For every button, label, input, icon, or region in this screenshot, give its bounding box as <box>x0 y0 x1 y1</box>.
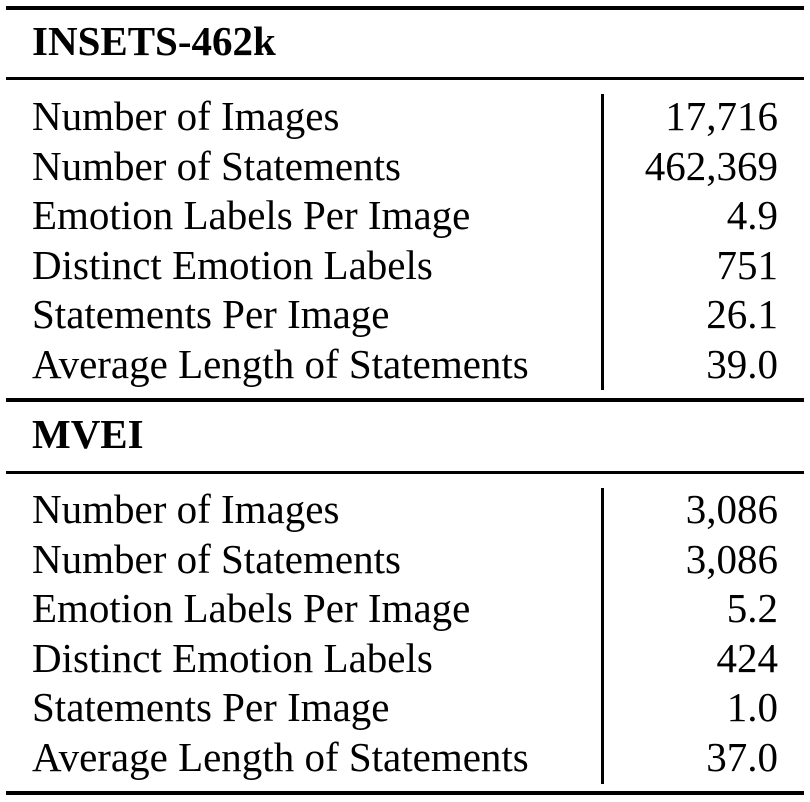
row-value: 39.0 <box>706 340 778 387</box>
row-label: Distinct Emotion Labels <box>32 634 433 681</box>
row-value: 751 <box>716 241 778 288</box>
row-label: Emotion Labels Per Image <box>32 192 471 238</box>
row-value: 3,086 <box>685 486 778 532</box>
row-label: Number of Images <box>32 93 340 139</box>
row-value: 26.1 <box>706 291 778 337</box>
row-value: 17,716 <box>665 93 778 139</box>
row-label: Emotion Labels Per Image <box>32 585 471 631</box>
table-row <box>6 241 804 291</box>
row-label: Number of Statements <box>32 535 401 582</box>
row-value: 37.0 <box>706 733 778 780</box>
table-row <box>6 683 804 733</box>
dataset-statistics-table <box>6 0 804 802</box>
section-body-insets <box>6 92 804 389</box>
row-value: 462,369 <box>644 142 778 189</box>
row-value: 3,086 <box>685 535 778 582</box>
row-label: Number of Images <box>32 486 340 532</box>
section-divider-rule <box>6 398 804 402</box>
table-row <box>6 733 804 783</box>
row-value: 4.9 <box>726 192 778 238</box>
section-title-insets: INSETS-462k <box>32 18 276 64</box>
row-value: 424 <box>716 634 778 681</box>
table-row <box>6 191 804 241</box>
section-header-rule <box>6 471 804 474</box>
table-row <box>6 142 804 192</box>
row-label: Average Length of Statements <box>32 733 529 780</box>
row-label: Statements Per Image <box>32 684 390 730</box>
bottom-rule <box>6 791 804 795</box>
row-label: Distinct Emotion Labels <box>32 241 433 288</box>
row-value: 1.0 <box>726 684 778 730</box>
row-label: Average Length of Statements <box>32 340 529 387</box>
section-header-rule <box>6 77 804 80</box>
table-row <box>6 634 804 684</box>
section-title-mvei: MVEI <box>32 411 144 457</box>
table-row <box>6 485 804 535</box>
table-row <box>6 535 804 585</box>
table-row <box>6 340 804 390</box>
section-body-mvei <box>6 485 804 782</box>
table-row <box>6 290 804 340</box>
table-row <box>6 92 804 142</box>
row-label: Statements Per Image <box>32 291 390 337</box>
row-value: 5.2 <box>726 585 778 631</box>
table-row <box>6 584 804 634</box>
top-rule <box>6 6 804 10</box>
row-label: Number of Statements <box>32 142 401 189</box>
